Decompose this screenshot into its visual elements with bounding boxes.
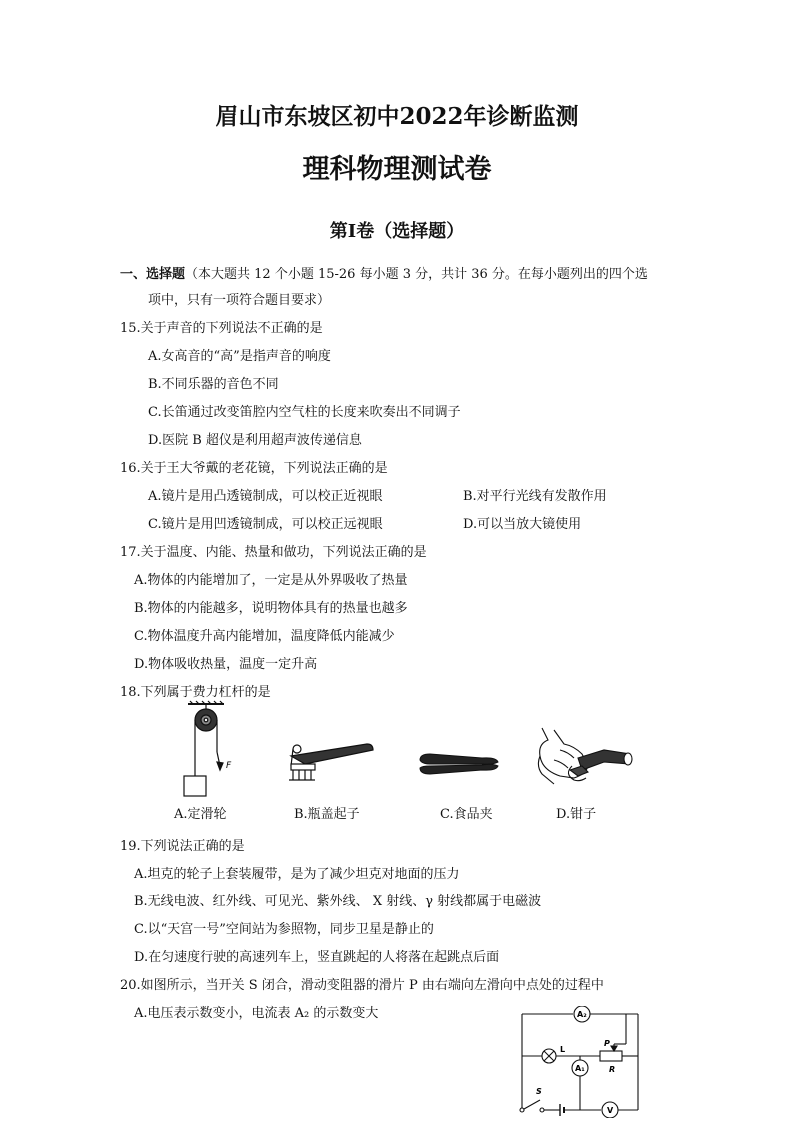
q18-option-d: D.钳子 [556, 807, 597, 822]
q18-option-b: B.瓶盖起子 [294, 807, 360, 822]
fixed-pulley-figure [174, 700, 244, 802]
q16-option-c: C.镜片是用凹透镜制成，可以校正远视眼 [148, 517, 383, 532]
pliers-figure [534, 726, 634, 790]
resistor-r-label: R [609, 1065, 616, 1074]
q18-stem: 18.下列属于费力杠杆的是 [120, 685, 271, 700]
lamp-label: L [560, 1045, 566, 1054]
ammeter-a2-label: A₂ [577, 1010, 587, 1019]
switch-s-label: S [536, 1087, 542, 1096]
food-tongs-figure [418, 748, 500, 782]
q18-option-c: C.食品夹 [440, 807, 493, 822]
q17-option-c: C.物体温度升高内能增加，温度降低内能减少 [134, 629, 395, 644]
q16-stem: 16.关于王大爷戴的老花镜，下列说法正确的是 [120, 461, 388, 476]
q17-stem: 17.关于温度、内能、热量和做功，下列说法正确的是 [120, 545, 427, 560]
ammeter-a1-label: A₁ [575, 1064, 585, 1073]
q20-option-a: A.电压表示数变小，电流表 A₂ 的示数变大 [134, 1006, 379, 1021]
exam-title: 眉山市东坡区初中2022年诊断监测 [215, 103, 579, 130]
q20-stem: 20.如图所示，当开关 S 闭合，滑动变阻器的滑片 P 由右端向左滑向中点处的过程中 [120, 978, 604, 993]
circuit-diagram [516, 1006, 646, 1118]
q15-option-a: A.女高音的“高”是指声音的响度 [148, 349, 331, 364]
instructions-text-1: （本大题共 12 个小题 15-26 每小题 3 分，共计 36 分。在每小题列出的四个选 [185, 267, 648, 282]
instructions-label: 一、选择题 [120, 267, 186, 282]
q19-option-c: C.以“天宫一号”空间站为参照物，同步卫星是静止的 [134, 922, 434, 937]
q18-option-a: A.定滑轮 [174, 807, 227, 822]
q15-option-b: B.不同乐器的音色不同 [148, 377, 279, 392]
q19-option-b: B.无线电波、红外线、可见光、紫外线、 X 射线、γ 射线都属于电磁波 [134, 894, 542, 909]
q16-option-d: D.可以当放大镜使用 [463, 517, 582, 532]
q19-option-a: A.坦克的轮子上套装履带，是为了减少坦克对地面的压力 [134, 867, 460, 882]
bottle-opener-figure [283, 740, 383, 790]
q17-option-a: A.物体的内能增加了，一定是从外界吸收了热量 [134, 573, 408, 588]
instructions-line-2: 项中，只有一项符合题目要求） [148, 293, 331, 308]
q16-option-b: B.对平行光线有发散作用 [463, 489, 607, 504]
q15-option-c: C.长笛通过改变笛腔内空气柱的长度来吹奏出不同调子 [148, 405, 461, 420]
q19-option-d: D.在匀速度行驶的高速列车上，竖直跳起的人将落在起跳点后面 [134, 950, 500, 965]
section-title: 第Ⅰ卷（选择题） [329, 221, 465, 242]
q17-option-d: D.物体吸收热量，温度一定升高 [134, 657, 318, 672]
slider-p-label: P [604, 1039, 610, 1048]
exam-subtitle: 理科物理测试卷 [302, 154, 492, 185]
force-label: F [226, 761, 232, 771]
q19-stem: 19.下列说法正确的是 [120, 839, 245, 854]
q15-option-d: D.医院 B 超仪是利用超声波传递信息 [148, 433, 362, 448]
instructions-line-1 [120, 266, 648, 284]
voltmeter-v-label: V [607, 1106, 614, 1115]
q16-option-a: A.镜片是用凸透镜制成，可以校正近视眼 [148, 489, 383, 504]
q17-option-b: B.物体的内能越多，说明物体具有的热量也越多 [134, 601, 408, 616]
q15-stem: 15.关于声音的下列说法不正确的是 [120, 321, 323, 336]
